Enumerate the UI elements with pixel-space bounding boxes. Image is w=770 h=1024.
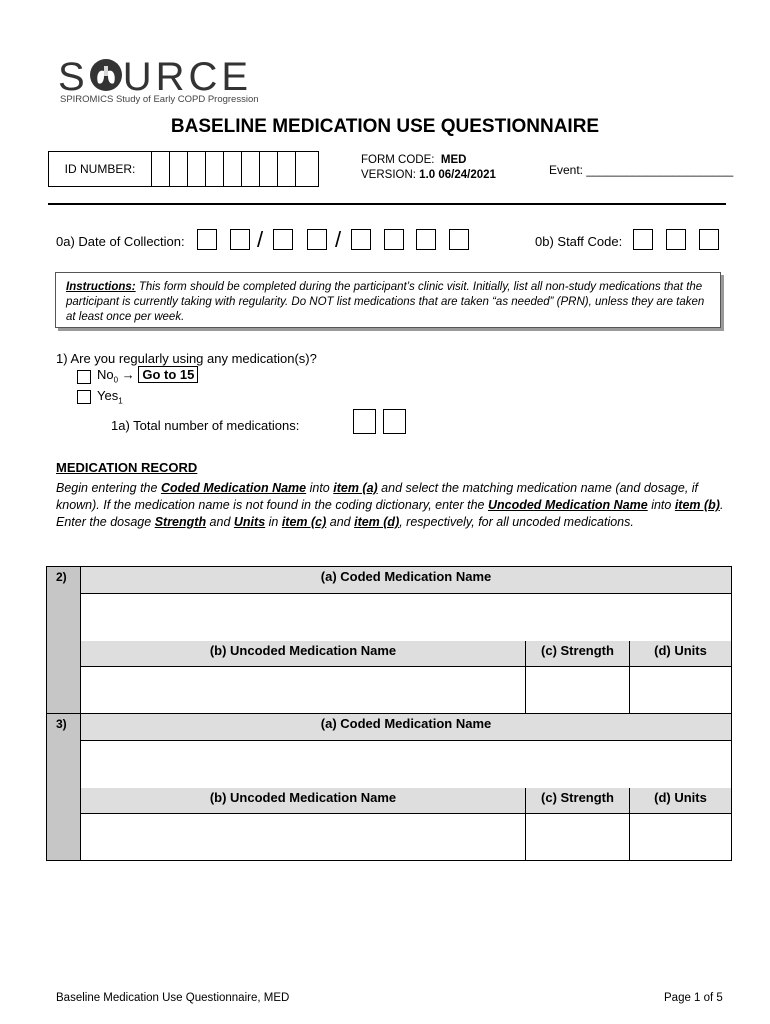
page-title: BASELINE MEDICATION USE QUESTIONNAIRE	[170, 116, 600, 137]
question-1a: 1a) Total number of medications:	[111, 418, 300, 433]
medication-record-instructions	[56, 480, 726, 531]
event-field[interactable]: Event: ______________________	[549, 163, 734, 177]
logo-letters-urce: URCE	[122, 55, 253, 99]
mr-text: into	[306, 481, 334, 495]
date-year-digit[interactable]	[416, 229, 436, 250]
uncoded-name-input[interactable]	[81, 814, 525, 860]
mr-emph: item (c)	[281, 515, 327, 529]
staff-code-label: 0b) Staff Code:	[535, 234, 623, 249]
date-year-digit[interactable]	[449, 229, 469, 250]
instructions-text: This form should be completed during the participant’s clinic visit. Initially, list all non-study medications that the participant is currently taking with regularity. Do NOT list medications that are taken “as needed” (PRN), unless they are taken at least once per week.	[66, 281, 705, 323]
lungs-icon	[90, 59, 122, 91]
yes-checkbox[interactable]	[77, 390, 91, 404]
mr-text: into	[647, 498, 675, 512]
mr-text: in	[265, 515, 282, 529]
medication-entry-2	[46, 566, 732, 714]
page-number: Page 1 of 5	[664, 992, 723, 1004]
units-input[interactable]	[629, 814, 732, 860]
arrow-icon: →	[121, 367, 135, 382]
mr-text: Begin entering the	[56, 481, 161, 495]
coded-name-input[interactable]	[81, 741, 731, 789]
date-month-digit[interactable]	[197, 229, 217, 250]
id-digit-field[interactable]	[152, 152, 170, 186]
medication-entry-3	[46, 713, 732, 861]
id-digit-field[interactable]	[260, 152, 278, 186]
date-label: 0a) Date of Collection:	[56, 234, 185, 249]
instructions-box	[55, 272, 721, 328]
date-day-digit[interactable]	[307, 229, 327, 250]
uncoded-name-header: (b) Uncoded Medication Name	[81, 788, 525, 814]
strength-input[interactable]	[525, 667, 630, 715]
coded-name-input[interactable]	[81, 594, 731, 642]
medication-count-digit[interactable]	[353, 409, 376, 434]
question-1: 1) Are you regularly using any medication(s)?	[56, 351, 317, 366]
form-code-label: FORM CODE:	[361, 154, 435, 166]
date-year-digit[interactable]	[384, 229, 404, 250]
source-logo	[58, 55, 252, 99]
mr-text: . Enter the dosage	[56, 498, 724, 529]
version-label: VERSION:	[361, 169, 416, 181]
mr-text: and	[326, 515, 355, 529]
entry-number: 2)	[56, 570, 67, 584]
footer-form-name: Baseline Medication Use Questionnaire, MED	[56, 992, 290, 1004]
coded-name-header: (a) Coded Medication Name	[81, 714, 731, 741]
divider	[48, 203, 726, 205]
id-digit-field[interactable]	[206, 152, 224, 186]
staff-code-digit[interactable]	[699, 229, 719, 250]
medication-count-digit[interactable]	[383, 409, 406, 434]
mr-text: , respectively, for all uncoded medications.	[399, 515, 634, 529]
id-digit-field[interactable]	[188, 152, 206, 186]
mr-emph: item (b)	[674, 498, 720, 512]
mr-text: and select the matching medication name (and dosage, if known). If the medication name is not found in the coding dictionary, enter the	[56, 481, 699, 512]
medication-record-heading: MEDICATION RECORD	[56, 460, 198, 475]
id-digit-field[interactable]	[170, 152, 188, 186]
id-digit-field[interactable]	[224, 152, 242, 186]
mr-emph: item (a)	[333, 481, 378, 495]
entry-number-column	[47, 714, 81, 860]
coded-name-header: (a) Coded Medication Name	[81, 567, 731, 594]
instructions-lead: Instructions:	[66, 281, 136, 293]
no-code: 0	[113, 375, 119, 385]
mr-emph: Units	[233, 515, 266, 529]
units-header: (d) Units	[629, 788, 731, 814]
yes-code: 1	[118, 396, 123, 406]
date-month-digit[interactable]	[230, 229, 250, 250]
mr-emph: Uncoded Medication Name	[487, 498, 648, 512]
date-year-digit[interactable]	[351, 229, 371, 250]
logo-letter-s: S	[58, 55, 89, 99]
logo-subtitle: SPIROMICS Study of Early COPD Progression	[60, 94, 259, 105]
staff-code-digit[interactable]	[633, 229, 653, 250]
form-code-value: MED	[440, 154, 467, 166]
yes-option	[97, 388, 123, 406]
date-day-digit[interactable]	[273, 229, 293, 250]
no-checkbox[interactable]	[77, 370, 91, 384]
mr-emph: Strength	[154, 515, 207, 529]
id-number-label: ID NUMBER:	[49, 152, 152, 186]
uncoded-name-header: (b) Uncoded Medication Name	[81, 641, 525, 667]
entry-number: 3)	[56, 717, 67, 731]
mr-text: and	[206, 515, 234, 529]
go-to-15-box: Go to 15	[138, 366, 198, 383]
yes-label: Yes	[97, 388, 119, 403]
form-code	[361, 153, 496, 183]
entry-number-column	[47, 567, 81, 714]
date-separator: /	[335, 227, 342, 252]
strength-input[interactable]	[525, 814, 630, 860]
uncoded-name-input[interactable]	[81, 667, 525, 715]
date-separator: /	[257, 227, 264, 252]
id-digit-field[interactable]	[278, 152, 296, 186]
id-number-box	[48, 151, 319, 187]
no-label: No	[97, 367, 114, 382]
strength-header: (c) Strength	[525, 641, 629, 667]
id-digit-field[interactable]	[296, 152, 318, 186]
id-digit-field[interactable]	[242, 152, 260, 186]
units-input[interactable]	[629, 667, 732, 715]
mr-emph: Coded Medication Name	[160, 481, 307, 495]
version-value: 1.0 06/24/2021	[419, 169, 496, 181]
staff-code-digit[interactable]	[666, 229, 686, 250]
mr-emph: item (d)	[354, 515, 400, 529]
units-header: (d) Units	[629, 641, 731, 667]
no-option	[97, 367, 198, 385]
strength-header: (c) Strength	[525, 788, 629, 814]
